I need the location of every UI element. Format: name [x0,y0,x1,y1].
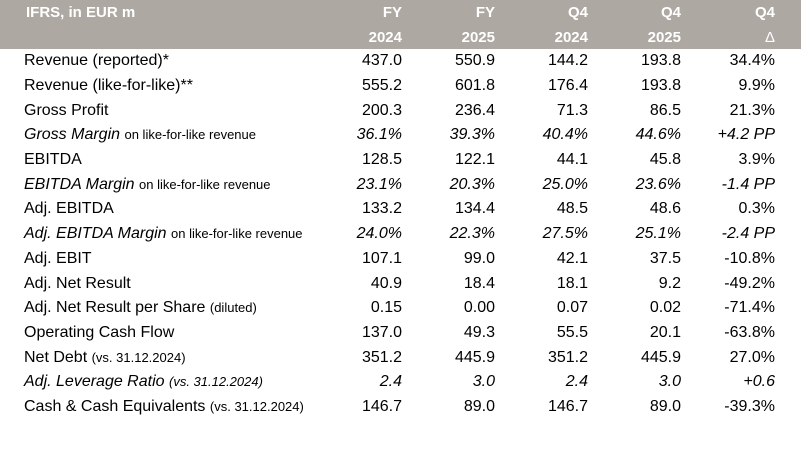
table-body [0,49,801,419]
value-cell: 25.0% [542,175,588,193]
row-label: Revenue (reported)* [24,52,169,70]
value-cell: 107.1 [361,249,402,267]
value-cell: 144.2 [547,52,588,70]
row-label-note: (vs. 31.12.2024) [209,398,304,414]
value-cell: 351.2 [361,348,402,366]
table-row [0,222,801,247]
row-label-cell [0,345,335,370]
table-row [0,172,801,197]
value-cell: 176.4 [547,77,588,95]
row-label-cell [0,148,335,173]
row-label-cell [0,321,335,346]
table-row [0,98,801,123]
value-cell: 55.5 [556,323,588,341]
column-header-year: 2025 [647,28,681,46]
column-header-delta: Δ [764,28,775,46]
value-cell: 40.9 [370,274,402,292]
row-label: Adj. EBITDA [24,200,114,218]
value-cell: 37.5 [649,249,681,267]
row-label-cell [0,123,335,148]
value-cell: 9.2 [658,274,681,292]
delta-cell: 27.0% [729,348,775,366]
delta-cell: -2.4 PP [721,225,775,243]
table-row [0,345,801,370]
row-label-cell [0,370,335,395]
value-cell: 601.8 [454,77,495,95]
column-header-period: Q4 [567,4,588,21]
value-cell: 3.0 [472,373,495,391]
table-header [0,0,801,49]
header-row-year [0,25,801,49]
unit-label: IFRS, in EUR m [26,4,136,21]
row-label-note: (vs. 31.12.2024) [91,349,186,365]
row-label-cell [0,296,335,321]
value-cell: 89.0 [649,397,681,415]
value-cell: 45.8 [649,151,681,169]
column-header-year: 2025 [461,28,495,46]
row-label-cell [0,197,335,222]
table-row [0,74,801,99]
row-label: Revenue (like-for-like)** [24,77,193,95]
value-cell: 39.3% [449,126,495,144]
value-cell: 193.8 [640,77,681,95]
value-cell: 18.1 [556,274,588,292]
column-header-period: Q4 [754,4,775,21]
value-cell: 86.5 [649,101,681,119]
delta-cell: -39.3% [724,397,775,415]
value-cell: 193.8 [640,52,681,70]
value-cell: 89.0 [463,397,495,415]
row-label-cell [0,271,335,296]
value-cell: 200.3 [361,101,402,119]
value-cell: 0.02 [649,299,681,317]
value-cell: 2.4 [565,373,588,391]
row-label-cell [0,74,335,99]
delta-cell: +4.2 PP [717,126,775,144]
delta-cell: -63.8% [724,323,775,341]
value-cell: 20.3% [449,175,495,193]
value-cell: 48.5 [556,200,588,218]
row-label-cell [0,172,335,197]
row-label-cell [0,247,335,272]
value-cell: 128.5 [361,151,402,169]
row-label-cell [0,49,335,74]
row-label: Adj. Net Result [24,274,131,292]
row-label: EBITDA [24,151,82,169]
value-cell: 3.0 [658,373,681,391]
row-label: Adj. Net Result per Share [24,299,206,317]
value-cell: 146.7 [361,397,402,415]
value-cell: 0.07 [556,299,588,317]
value-cell: 445.9 [640,348,681,366]
delta-cell: -10.8% [724,249,775,267]
value-cell: 2.4 [379,373,402,391]
row-label-note: on like-for-like revenue [139,176,271,192]
value-cell: 44.1 [556,151,588,169]
value-cell: 550.9 [454,52,495,70]
value-cell: 437.0 [361,52,402,70]
value-cell: 25.1% [635,225,681,243]
column-header-period: FY [382,4,402,21]
row-label-cell [0,98,335,123]
row-label-cell [0,395,335,420]
table-row [0,370,801,395]
value-cell: 99.0 [463,249,495,267]
row-label-note: (vs. 31.12.2024) [168,374,263,390]
row-label: Adj. EBIT [24,249,92,267]
header-row-period [0,0,801,25]
row-label: Adj. Leverage Ratio [24,373,165,391]
table-row [0,271,801,296]
row-label-note: on like-for-like revenue [124,127,256,143]
row-label: Gross Profit [24,101,109,119]
value-cell: 49.3 [463,323,495,341]
delta-cell: -71.4% [724,299,775,317]
table-row [0,395,801,420]
delta-cell: 3.9% [738,151,775,169]
value-cell: 146.7 [547,397,588,415]
row-label: Cash & Cash Equivalents [24,397,206,415]
value-cell: 44.6% [635,126,681,144]
table-row [0,296,801,321]
value-cell: 445.9 [454,348,495,366]
value-cell: 42.1 [556,249,588,267]
delta-cell: -1.4 PP [721,175,775,193]
row-label: EBITDA Margin [24,175,135,193]
value-cell: 40.4% [542,126,588,144]
header-spacer [0,25,335,49]
value-cell: 22.3% [449,225,495,243]
value-cell: 134.4 [454,200,495,218]
value-cell: 48.6 [649,200,681,218]
value-cell: 555.2 [361,77,402,95]
table-row [0,321,801,346]
delta-cell: 21.3% [729,101,775,119]
delta-cell: -49.2% [724,274,775,292]
value-cell: 24.0% [356,225,402,243]
value-cell: 23.1% [356,175,402,193]
table-row [0,49,801,74]
table-row [0,123,801,148]
table-row [0,197,801,222]
value-cell: 137.0 [361,323,402,341]
row-label-note: on like-for-like revenue [171,226,303,242]
value-cell: 0.00 [463,299,495,317]
value-cell: 0.15 [370,299,402,317]
value-cell: 27.5% [542,225,588,243]
delta-cell: +0.6 [743,373,775,391]
row-label: Gross Margin [24,126,121,144]
column-header-year: 2024 [554,28,588,46]
value-cell: 351.2 [547,348,588,366]
row-label: Adj. EBITDA Margin [24,225,167,243]
value-cell: 36.1% [356,126,402,144]
value-cell: 122.1 [454,151,495,169]
delta-cell: 34.4% [729,52,775,70]
row-label-note: (diluted) [209,300,257,316]
delta-cell: 0.3% [738,200,775,218]
value-cell: 71.3 [556,101,588,119]
value-cell: 133.2 [361,200,402,218]
column-header-period: Q4 [660,4,681,21]
column-header-period: FY [475,4,495,21]
row-label: Net Debt [24,348,88,366]
row-label-cell [0,222,335,247]
value-cell: 236.4 [454,101,495,119]
value-cell: 20.1 [649,323,681,341]
table-row [0,247,801,272]
value-cell: 18.4 [463,274,495,292]
row-label: Operating Cash Flow [24,323,175,341]
table-row [0,148,801,173]
delta-cell: 9.9% [738,77,775,95]
column-header-year: 2024 [368,28,402,46]
value-cell: 23.6% [635,175,681,193]
